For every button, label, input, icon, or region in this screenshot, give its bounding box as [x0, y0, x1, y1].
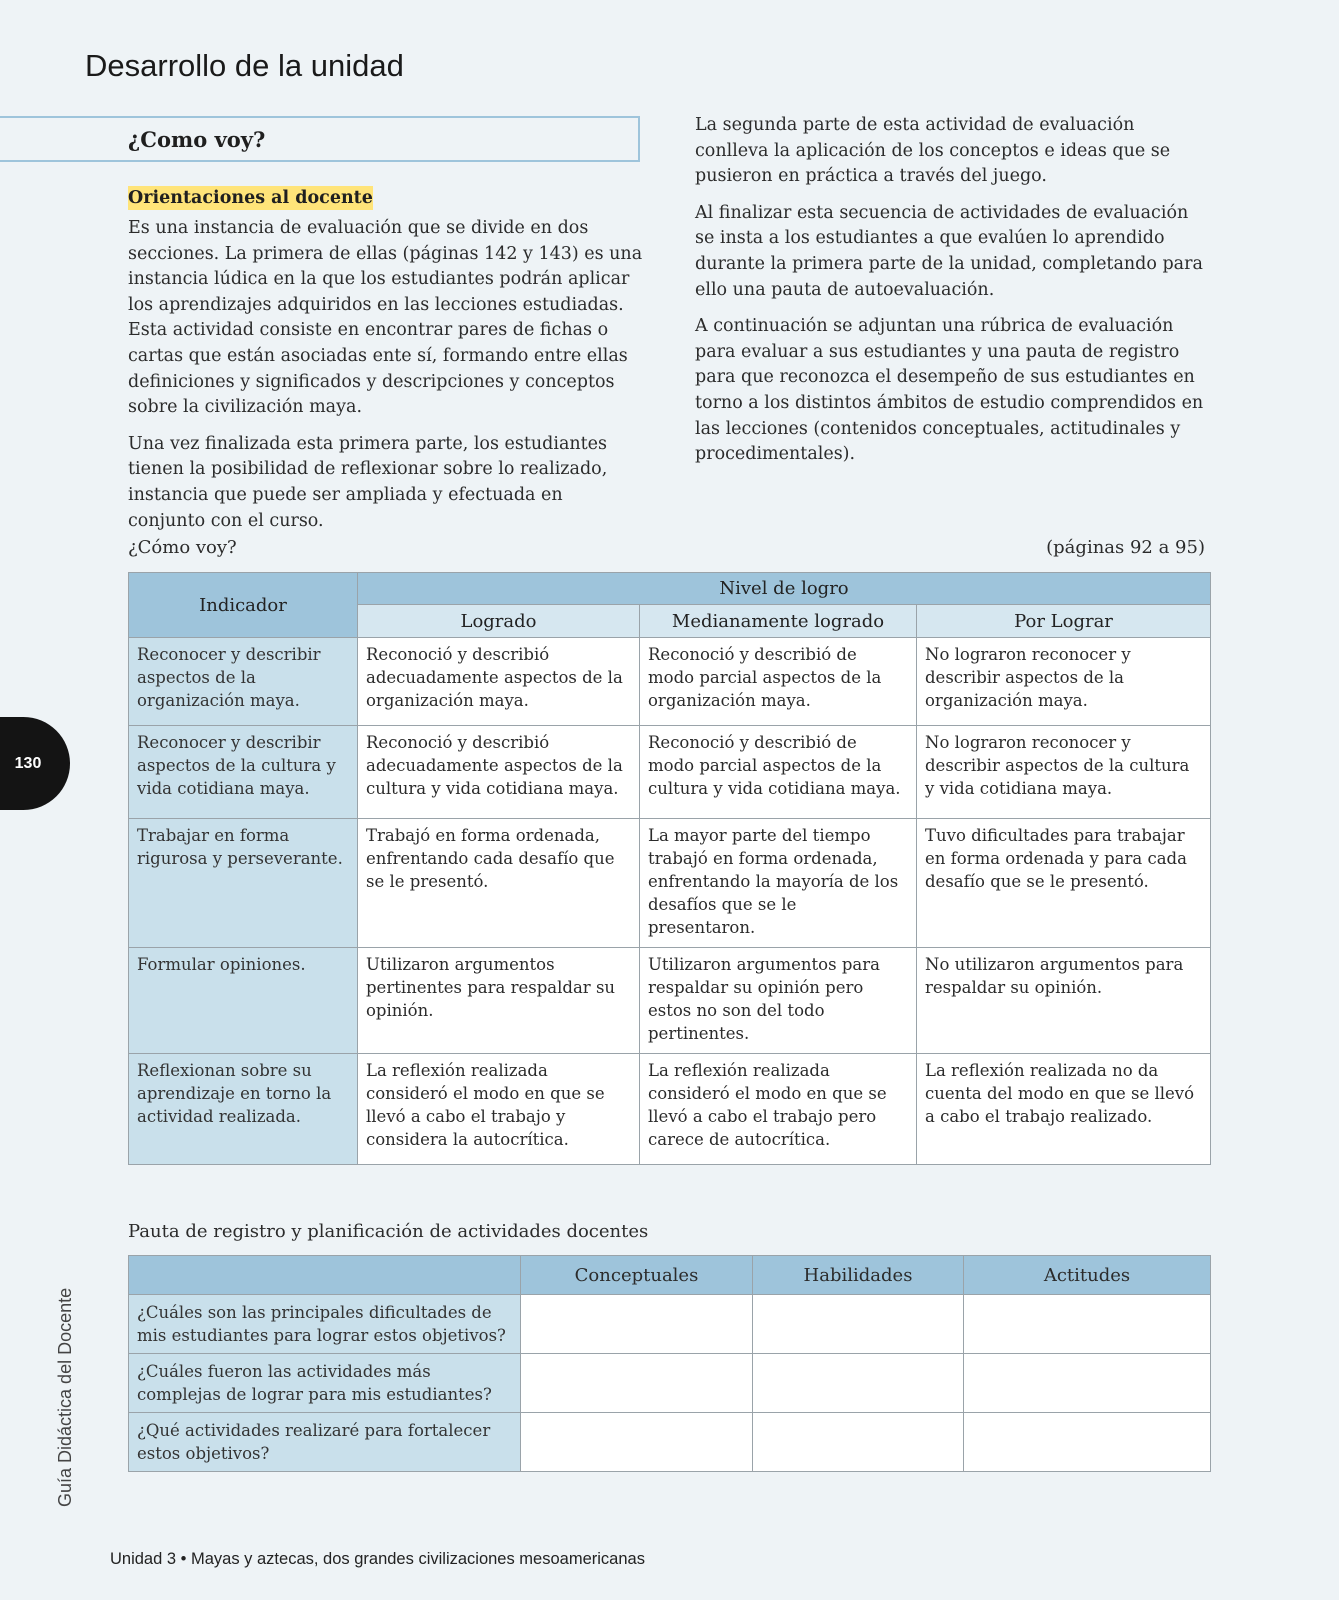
empty-cell: [964, 1354, 1211, 1413]
page-number: 130: [14, 754, 42, 772]
paragraph: Una vez finalizada esta primera parte, los estudiantes tienen la posibilidad de reflexionar sobre lo realizado, instancia que puede ser ampliada y efectuada en conjunto con el curso.: [128, 433, 608, 531]
table-cell: Reconoció y describió adecuadamente aspectos de la cultura y vida cotidiana maya.: [358, 726, 640, 819]
column-header: Por Lograr: [917, 605, 1211, 638]
table-cell: Utilizaron argumentos para respaldar su opinión pero estos no son del todo pertinentes.: [640, 948, 917, 1054]
paragraph: La segunda parte de esta actividad de evaluación conlleva la aplicación de los conceptos e ideas que se pusieron en práctica a través del juego.: [695, 115, 1171, 187]
empty-cell: [521, 1295, 753, 1354]
empty-cell: [753, 1413, 964, 1472]
indicator-header: Indicador: [129, 573, 358, 638]
planning-table: [128, 1255, 1211, 1472]
paragraph: Al finalizar esta secuencia de actividades de evaluación se insta a los estudiantes a que evalúen lo aprendido durante la primera parte de la unidad, completando para ello una pauta de autoevaluación.: [695, 202, 1203, 300]
column-header: Habilidades: [753, 1256, 964, 1295]
table-row: [129, 819, 1211, 948]
indicator-cell: Formular opiniones.: [129, 948, 358, 1054]
table-cell: La reflexión realizada consideró el modo en que se llevó a cabo el trabajo y considera la autocrítica.: [358, 1054, 640, 1165]
column-header: Logrado: [358, 605, 640, 638]
table-cell: Utilizaron argumentos pertinentes para respaldar su opinión.: [358, 948, 640, 1054]
table-cell: La reflexión realizada consideró el modo en que se llevó a cabo el trabajo pero carece de autocrítica.: [640, 1054, 917, 1165]
table-cell: No lograron reconocer y describir aspectos de la cultura y vida cotidiana maya.: [917, 726, 1211, 819]
table-row: [129, 726, 1211, 819]
table-cell: No utilizaron argumentos para respaldar su opinión.: [917, 948, 1211, 1054]
table-cell: Reconoció y describió adecuadamente aspectos de la organización maya.: [358, 638, 640, 726]
table-cell: No lograron reconocer y describir aspectos de la organización maya.: [917, 638, 1211, 726]
table-cell: Trabajó en forma ordenada, enfrentando cada desafío que se le presentó.: [358, 819, 640, 948]
table-cell: Tuvo dificultades para trabajar en forma ordenada y para cada desafío que se le presentó.: [917, 819, 1211, 948]
table-cell: Reconoció y describió de modo parcial aspectos de la cultura y vida cotidiana maya.: [640, 726, 917, 819]
table-row: [129, 1054, 1211, 1165]
empty-cell: [753, 1354, 964, 1413]
side-label: Guía Didáctica del Docente: [55, 1287, 75, 1507]
table-row: [129, 1354, 1211, 1413]
planning-title: Pauta de registro y planificación de actividades docentes: [128, 1221, 649, 1242]
question-cell: ¿Qué actividades realizaré para fortalecer estos objetivos?: [129, 1413, 521, 1472]
column-header: Conceptuales: [521, 1256, 753, 1295]
indicator-cell: Trabajar en forma rigurosa y perseverante.: [129, 819, 358, 948]
right-column: [695, 113, 1211, 479]
empty-cell: [521, 1413, 753, 1472]
question-cell: ¿Cuáles son las principales dificultades de mis estudiantes para lograr estos objetivos?: [129, 1295, 521, 1354]
section-title: ¿Como voy?: [128, 127, 266, 152]
indicator-cell: Reflexionan sobre su aprendizaje en torno la actividad realizada.: [129, 1054, 358, 1165]
paragraph: A continuación se adjuntan una rúbrica de evaluación para evaluar a sus estudiantes y una pauta de registro para que reconozca el desempeño de sus estudiantes en torno a los distintos ámbitos de estudio comprendidos en las lecciones (contenidos conceptuales, actitudinales y procedimentales).: [695, 316, 1204, 465]
indicator-cell: Reconocer y describir aspectos de la organización maya.: [129, 638, 358, 726]
table-cell: La reflexión realizada no da cuenta del modo en que se llevó a cabo el trabajo realizado.: [917, 1054, 1211, 1165]
paragraph: Es una instancia de evaluación que se divide en dos secciones. La primera de ellas (páginas 142 y 143) es una instancia lúdica en la que los estudiantes podrán aplicar los aprendizajes adquiridos en las lecciones estudiadas. Esta actividad consiste en encontrar pares de fichas o cartas que están asociadas ente sí, formando entre ellas definiciones y significados y descripciones y conceptos sobre la civilización maya.: [128, 218, 643, 418]
empty-cell: [964, 1295, 1211, 1354]
empty-cell: [964, 1413, 1211, 1472]
rubric-title: ¿Cómo voy?: [128, 537, 237, 558]
rubric-page-reference: (páginas 92 a 95): [1046, 537, 1205, 558]
orientation-subtitle: Orientaciones al docente: [128, 188, 373, 208]
table-cell: Reconoció y describió de modo parcial aspectos de la organización maya.: [640, 638, 917, 726]
footer-unit-title: Unidad 3 • Mayas y aztecas, dos grandes civilizaciones mesoamericanas: [110, 1550, 645, 1568]
column-header: Medianamente logrado: [640, 605, 917, 638]
indicator-cell: Reconocer y describir aspectos de la cultura y vida cotidiana maya.: [129, 726, 358, 819]
empty-cell: [753, 1295, 964, 1354]
column-header: Actitudes: [964, 1256, 1211, 1295]
page-number-tab: [0, 717, 70, 810]
section-title-box: [0, 116, 640, 162]
table-row: [129, 948, 1211, 1054]
table-row: [129, 638, 1211, 726]
table-row: [129, 1295, 1211, 1354]
empty-cell: [521, 1354, 753, 1413]
empty-header-cell: [129, 1256, 521, 1295]
rubric-table: [128, 572, 1211, 1165]
page-header-title: Desarrollo de la unidad: [85, 48, 404, 83]
achievement-level-header: Nivel de logro: [358, 573, 1211, 605]
left-column: [128, 186, 643, 545]
question-cell: ¿Cuáles fueron las actividades más complejas de lograr para mis estudiantes?: [129, 1354, 521, 1413]
table-row: [129, 1413, 1211, 1472]
table-cell: La mayor parte del tiempo trabajó en forma ordenada, enfrentando la mayoría de los desafíos que se le presentaron.: [640, 819, 917, 948]
